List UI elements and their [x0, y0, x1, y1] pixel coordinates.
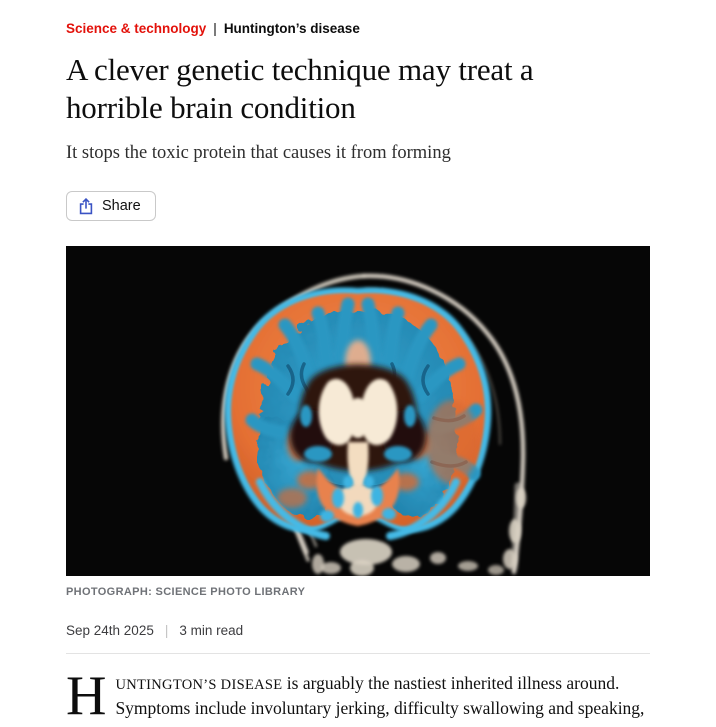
read-time: 3 min read: [179, 623, 244, 638]
article-first-paragraph: [66, 665, 650, 727]
page-title: A clever genetic technique may treat a horrible brain condition: [66, 52, 534, 125]
breadcrumb-separator: |: [213, 21, 217, 36]
brain-scan-image: [66, 246, 650, 576]
meta-separator: |: [164, 623, 169, 638]
photo-credit: PHOTOGRAPH: SCIENCE PHOTO LIBRARY: [66, 586, 306, 598]
breadcrumb-section-link[interactable]: Science & technology: [66, 21, 207, 36]
publish-date: Sep 24th 2025: [66, 623, 154, 638]
share-button[interactable]: [66, 191, 156, 221]
drop-cap: H: [66, 665, 107, 727]
breadcrumb-topic-link[interactable]: Huntington’s disease: [223, 21, 360, 36]
standfirst: It stops the toxic protein that causes it from forming: [66, 143, 451, 163]
article-figure: [66, 246, 650, 598]
lead-small-caps: UNTINGTON’S DISEASE: [115, 677, 283, 693]
paragraph-text: is arguably the nastiest inherited illness around. Symptoms include involuntary jerking, difficulty swallowing and speaking,: [115, 673, 645, 718]
divider: [66, 653, 650, 654]
share-icon: [79, 198, 93, 215]
share-row: [66, 191, 650, 221]
share-button-label: Share: [102, 198, 141, 214]
breadcrumb: [66, 21, 650, 36]
article-meta: [66, 623, 650, 638]
